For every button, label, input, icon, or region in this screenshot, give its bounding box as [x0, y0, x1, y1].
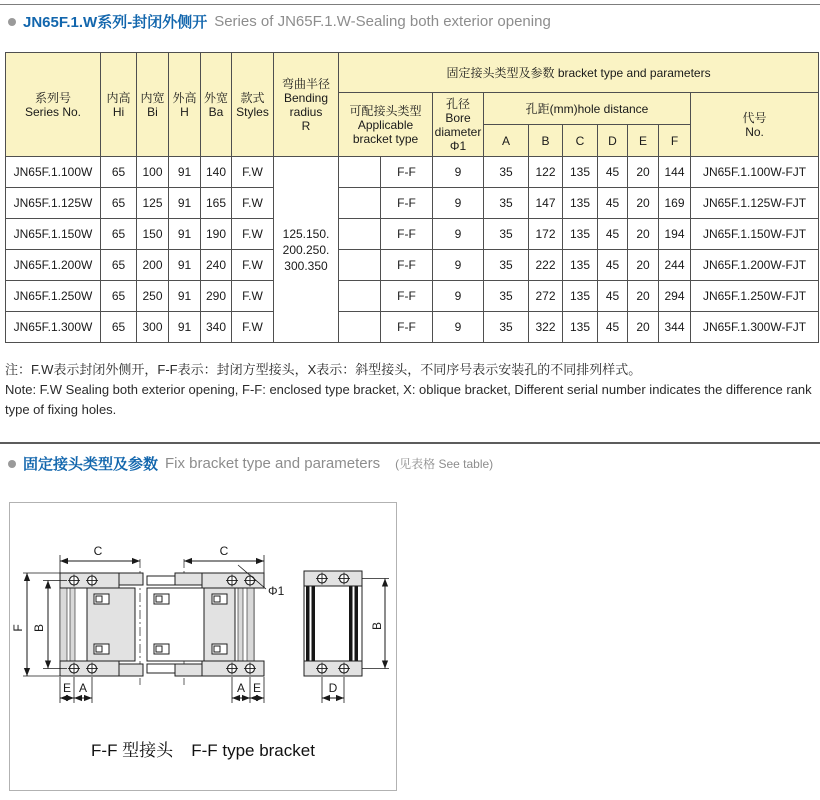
dim-label-a-mid: A	[236, 681, 246, 695]
cell-code: JN65F.1.200W-FJT	[691, 250, 819, 281]
cell-hi: 65	[101, 281, 137, 312]
cell-code: JN65F.1.150W-FJT	[691, 219, 819, 250]
col-header-bi: 内宽 Bi	[137, 53, 169, 157]
cell-hole-e: 20	[628, 312, 659, 343]
col-header-series: 系列号 Series No.	[6, 53, 101, 157]
table-body	[6, 157, 819, 343]
cell-h: 91	[169, 281, 201, 312]
cell-series: JN65F.1.200W	[6, 250, 101, 281]
cell-hole-d: 45	[598, 188, 628, 219]
dim-label-c-right: C	[219, 544, 229, 558]
cell-hole-f: 294	[659, 281, 691, 312]
cell-style: F.W	[232, 281, 274, 312]
cell-hole-d: 45	[598, 281, 628, 312]
page-title	[8, 11, 551, 32]
cell-series: JN65F.1.150W	[6, 219, 101, 250]
dim-label-c-left: C	[93, 544, 103, 558]
cell-hole-e: 20	[628, 188, 659, 219]
cell-hole-d: 45	[598, 157, 628, 188]
cell-hole-b: 222	[529, 250, 563, 281]
cell-bracket-blank	[339, 312, 381, 343]
cell-hole-e: 20	[628, 250, 659, 281]
col-header-hole-c: C	[563, 125, 598, 157]
cell-bracket-type: F-F	[381, 157, 433, 188]
cell-hole-c: 135	[563, 250, 598, 281]
hole-distance-header: 孔距(mm)hole distance	[484, 93, 691, 125]
cell-h: 91	[169, 312, 201, 343]
cell-hole-f: 169	[659, 188, 691, 219]
cell-h: 91	[169, 250, 201, 281]
cell-hole-d: 45	[598, 312, 628, 343]
cell-hole-c: 135	[563, 219, 598, 250]
notes	[5, 360, 817, 420]
middle-link	[147, 576, 204, 673]
cell-bi: 100	[137, 157, 169, 188]
cell-hole-a: 35	[484, 281, 529, 312]
col-header-styles: 款式 Styles	[232, 53, 274, 157]
cell-bi: 125	[137, 188, 169, 219]
cell-bracket-blank	[339, 219, 381, 250]
cell-style: F.W	[232, 188, 274, 219]
cell-hole-c: 135	[563, 188, 598, 219]
cell-hole-e: 20	[628, 219, 659, 250]
bullet-icon	[8, 18, 16, 26]
cell-series: JN65F.1.125W	[6, 188, 101, 219]
col-header-hole-d: D	[598, 125, 628, 157]
cell-bracket-blank	[339, 250, 381, 281]
cell-bracket-type: F-F	[381, 250, 433, 281]
col-header-ba: 外宽 Ba	[201, 53, 232, 157]
cell-style: F.W	[232, 312, 274, 343]
cell-ba: 240	[201, 250, 232, 281]
cell-hole-e: 20	[628, 281, 659, 312]
cell-style: F.W	[232, 250, 274, 281]
cell-ba: 190	[201, 219, 232, 250]
cell-code: JN65F.1.100W-FJT	[691, 157, 819, 188]
cell-hole-c: 135	[563, 157, 598, 188]
section-title	[8, 453, 493, 474]
cell-hi: 65	[101, 157, 137, 188]
col-header-hole-a: A	[484, 125, 529, 157]
col-header-bending-radius: 弯曲半径 Bending radius R	[274, 53, 339, 157]
table-row	[6, 157, 819, 188]
dim-label-e-left: E	[62, 681, 72, 695]
cell-h: 91	[169, 188, 201, 219]
cell-hi: 65	[101, 312, 137, 343]
cell-bracket-type: F-F	[381, 219, 433, 250]
cell-hole-a: 35	[484, 219, 529, 250]
col-header-hole-b: B	[529, 125, 563, 157]
dim-label-e-mid: E	[252, 681, 262, 695]
page-title-en: Series of JN65F.1.W-Sealing both exterior opening	[214, 13, 551, 30]
section-title-cn: 固定接头类型及参数	[23, 456, 159, 473]
top-rule	[0, 4, 820, 5]
section-title-en: Fix bracket type and parameters	[165, 455, 381, 472]
cell-bi: 300	[137, 312, 169, 343]
cell-hole-a: 35	[484, 250, 529, 281]
cell-ba: 290	[201, 281, 232, 312]
cell-series: JN65F.1.100W	[6, 157, 101, 188]
cell-hole-b: 322	[529, 312, 563, 343]
cell-bracket-blank	[339, 188, 381, 219]
cell-hole-b: 172	[529, 219, 563, 250]
cell-bracket-type: F-F	[381, 312, 433, 343]
cell-bracket-type: F-F	[381, 188, 433, 219]
cell-bending-radius: 125.150. 200.250. 300.350	[274, 157, 339, 343]
col-header-applicable-bracket: 可配接头类型 Applicable bracket type	[339, 93, 433, 157]
cell-bi: 150	[137, 219, 169, 250]
cell-hole-c: 135	[563, 281, 598, 312]
col-header-code: 代号 No.	[691, 93, 819, 157]
cell-h: 91	[169, 157, 201, 188]
left-link	[60, 573, 143, 676]
cell-bi: 200	[137, 250, 169, 281]
see-table-note: (见表格 See table)	[395, 457, 494, 471]
cell-hole-f: 344	[659, 312, 691, 343]
cell-bore: 9	[433, 281, 484, 312]
cell-hole-f: 144	[659, 157, 691, 188]
cell-bracket-blank	[339, 157, 381, 188]
dim-label-a-left: A	[78, 681, 88, 695]
bullet-icon	[8, 460, 16, 468]
cell-series: JN65F.1.250W	[6, 281, 101, 312]
cell-hole-c: 135	[563, 312, 598, 343]
end-view	[304, 571, 362, 676]
table-row	[6, 312, 819, 343]
cell-hole-e: 20	[628, 157, 659, 188]
cell-code: JN65F.1.250W-FJT	[691, 281, 819, 312]
cell-bore: 9	[433, 157, 484, 188]
cell-code: JN65F.1.300W-FJT	[691, 312, 819, 343]
drawing-caption-en: F-F type bracket	[191, 741, 315, 760]
cell-ba: 165	[201, 188, 232, 219]
table-row	[6, 250, 819, 281]
col-header-hole-f: F	[659, 125, 691, 157]
cell-hole-d: 45	[598, 219, 628, 250]
cell-hi: 65	[101, 188, 137, 219]
cell-hole-a: 35	[484, 157, 529, 188]
cell-ba: 340	[201, 312, 232, 343]
note-cn: 注：F.W表示封闭外侧开，F-F表示：封闭方型接头，X表示：斜型接头，不同序号表示安装孔的不同排列样式。	[5, 362, 642, 377]
cell-hi: 65	[101, 219, 137, 250]
cell-hole-a: 35	[484, 312, 529, 343]
cell-hole-b: 147	[529, 188, 563, 219]
cell-hole-b: 272	[529, 281, 563, 312]
cell-bore: 9	[433, 312, 484, 343]
cell-hole-b: 122	[529, 157, 563, 188]
col-header-bore-diameter: 孔径 Bore diameter Φ1	[433, 93, 484, 157]
dim-label-b-inner: B	[32, 623, 46, 633]
dim-label-b-end: B	[370, 621, 384, 631]
drawing-caption-cn: F-F 型接头	[91, 741, 174, 760]
dim-label-phi1: Φ1	[268, 584, 285, 598]
bracket-drawing	[9, 502, 397, 791]
dim-label-d: D	[328, 681, 338, 695]
drawing-caption	[10, 736, 396, 761]
cell-hole-f: 244	[659, 250, 691, 281]
cell-bore: 9	[433, 250, 484, 281]
section-divider	[0, 442, 820, 444]
table-row	[6, 281, 819, 312]
cell-bore: 9	[433, 219, 484, 250]
bracket-group-header: 固定接头类型及参数 bracket type and parameters	[339, 53, 819, 93]
col-header-hi: 内高 Hi	[101, 53, 137, 157]
cell-code: JN65F.1.125W-FJT	[691, 188, 819, 219]
cell-bore: 9	[433, 188, 484, 219]
table-row	[6, 188, 819, 219]
cell-hi: 65	[101, 250, 137, 281]
cell-style: F.W	[232, 157, 274, 188]
note-en: Note: F.W Sealing both exterior opening, F-F: enclosed type bracket, X: oblique bracket, Different serial number indicates the difference rank type of fixing holes.	[5, 382, 812, 417]
page-title-cn: JN65F.1.W系列-封闭外侧开	[23, 14, 208, 31]
cell-hole-a: 35	[484, 188, 529, 219]
cell-series: JN65F.1.300W	[6, 312, 101, 343]
spec-table	[5, 52, 819, 343]
cell-bracket-type: F-F	[381, 281, 433, 312]
col-header-h: 外高 H	[169, 53, 201, 157]
cell-h: 91	[169, 219, 201, 250]
cell-style: F.W	[232, 219, 274, 250]
cell-bracket-blank	[339, 281, 381, 312]
cell-ba: 140	[201, 157, 232, 188]
cell-hole-d: 45	[598, 250, 628, 281]
table-row	[6, 219, 819, 250]
cell-bi: 250	[137, 281, 169, 312]
col-header-hole-e: E	[628, 125, 659, 157]
table-header	[6, 53, 819, 157]
dim-label-f: F	[11, 624, 25, 632]
cell-hole-f: 194	[659, 219, 691, 250]
